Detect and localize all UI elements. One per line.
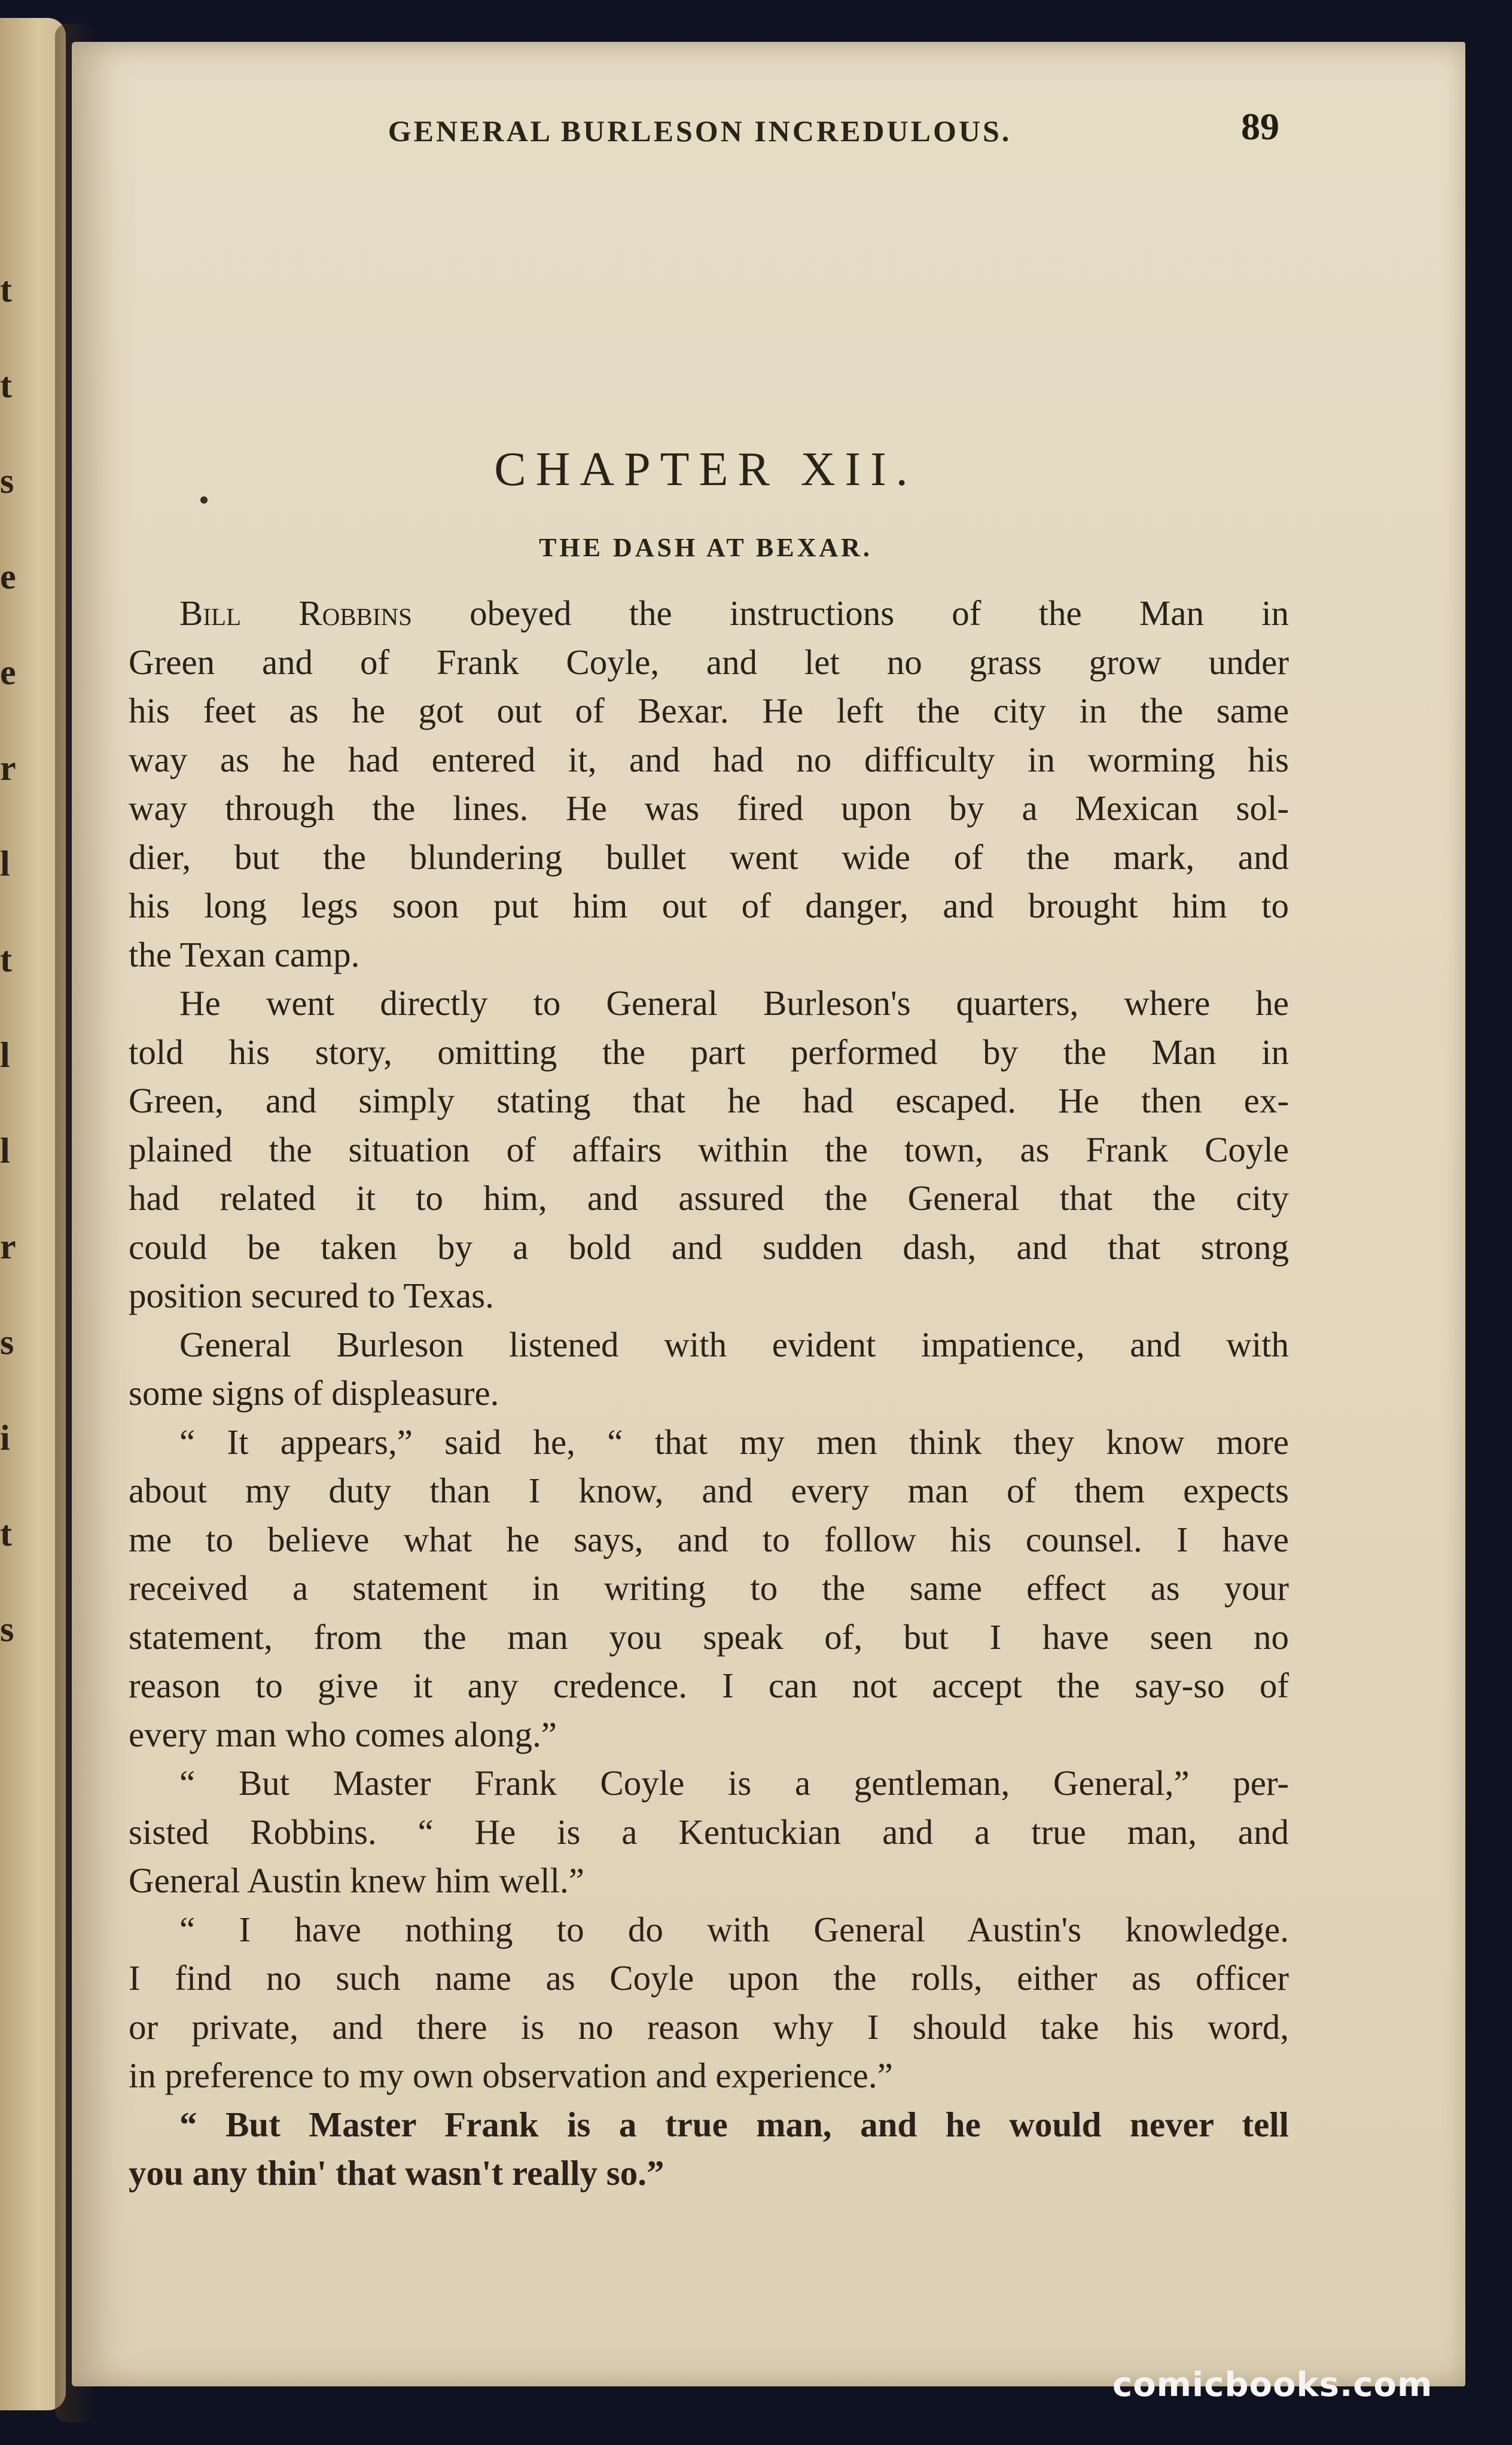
text-line: plained the situation of affairs within the town, as Frank Coyle (129, 1129, 1289, 1169)
text-line: you any thin' that wasn't really so.” (129, 2153, 664, 2193)
text-line: way as he had entered it, and had no difficulty in worming his (129, 739, 1289, 779)
text-line: or private, and there is no reason why I should take his word, (129, 2007, 1289, 2047)
text-line: had related it to him, and assured the General that the city (129, 1178, 1289, 1218)
text-line: his feet as he got out of Bexar. He left the city in the same (129, 691, 1289, 730)
text-line: dier, but the blundering bullet went wide of the mark, and (129, 837, 1289, 877)
text-line: “ But Master Frank Coyle is a gentleman, General,” per- (179, 1763, 1289, 1803)
previous-page-character: t (0, 270, 12, 309)
text-line: statement, from the man you speak of, but I have seen no (129, 1617, 1289, 1657)
paragraph-lead-smallcaps: Bill Robbins (179, 593, 412, 633)
text-line: me to believe what he says, and to follow his counsel. I have (129, 1519, 1289, 1559)
previous-page-character: e (0, 557, 16, 596)
body-text (129, 589, 1289, 2198)
text-line: received a statement in writing to the same effect as your (129, 1568, 1289, 1608)
text-line: his long legs soon put him out of danger, and brought him to (129, 886, 1289, 925)
text-line: Green and of Frank Coyle, and let no grass grow under (129, 642, 1289, 682)
ink-speck (200, 496, 208, 504)
previous-page-character: l (0, 1035, 10, 1075)
text-line: way through the lines. He was fired upon by a Mexican sol- (129, 788, 1289, 828)
text-line: Green, and simply stating that he had escaped. He then ex- (129, 1081, 1289, 1120)
text-line: “ I have nothing to do with General Austin's knowledge. (179, 1909, 1289, 1949)
text-line: the Texan camp. (129, 934, 360, 974)
previous-page-character: l (0, 1131, 10, 1170)
previous-page-character: t (0, 1514, 12, 1553)
text-line: some signs of displeasure. (129, 1373, 499, 1413)
previous-page-character: t (0, 940, 12, 979)
previous-page-character: r (0, 748, 16, 788)
previous-page-character: s (0, 461, 14, 501)
text-line: Bill Robbins obeyed the instructions of the Man in (179, 593, 1289, 633)
text-line: sisted Robbins. “ He is a Kentuckian and a true man, and (129, 1812, 1289, 1852)
text-line: could be taken by a bold and sudden dash, and that strong (129, 1227, 1289, 1267)
previous-page-character: s (0, 1609, 14, 1649)
text-line: position secured to Texas. (129, 1276, 494, 1315)
chapter-title: CHAPTER XII. (494, 443, 917, 496)
page-number: 89 (1241, 105, 1279, 148)
text-line: in preference to my own observation and experience.” (129, 2056, 893, 2095)
text-line: General Burleson listened with evident impatience, and with (179, 1324, 1289, 1364)
previous-page-character: i (0, 1418, 10, 1458)
text-line: “ But Master Frank is a true man, and he would never tell (179, 2104, 1289, 2144)
previous-page-character: s (0, 1322, 14, 1362)
text-line: about my duty than I know, and every man of them expects (129, 1471, 1289, 1510)
text-line: I find no such name as Coyle upon the rolls, either as officer (129, 1958, 1289, 1998)
chapter-subtitle: THE DASH AT BEXAR. (539, 533, 873, 562)
previous-page-character: l (0, 844, 10, 883)
watermark: comicbooks.com (1112, 2365, 1433, 2404)
text-line: told his story, omitting the part performed by the Man in (129, 1032, 1289, 1072)
previous-page-character: r (0, 1227, 16, 1266)
text-line: every man who comes along.” (129, 1714, 557, 1754)
text-line: “ It appears,” said he, “ that my men think they know more (179, 1422, 1289, 1462)
text-line: General Austin knew him well.” (129, 1861, 584, 1900)
running-head: GENERAL BURLESON INCREDULOUS. (388, 114, 1012, 148)
previous-page-character: t (0, 365, 12, 405)
text-line: He went directly to General Burleson's quarters, where he (179, 983, 1289, 1023)
previous-page-character: e (0, 653, 16, 692)
text-line: reason to give it any credence. I can not accept the say-so of (129, 1666, 1289, 1705)
